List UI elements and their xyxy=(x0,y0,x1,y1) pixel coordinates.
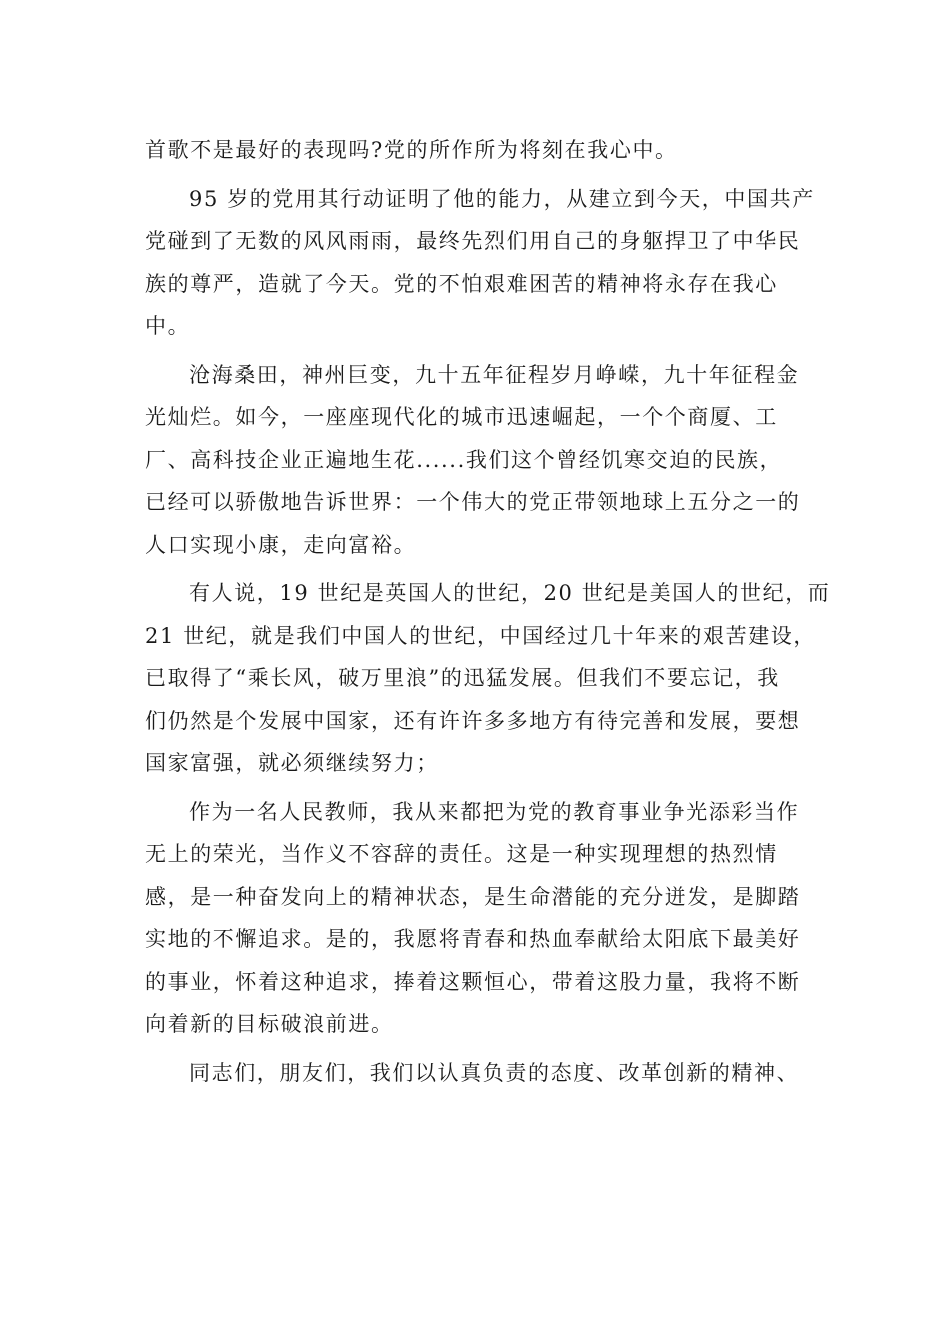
text-line: 光灿烂。如今，一座座现代化的城市迅速崛起，一个个商厦、工 xyxy=(145,405,778,429)
text-line: 厂、高科技企业正遍地生花......我们这个曾经饥寒交迫的民族， xyxy=(145,447,783,472)
document-body xyxy=(145,129,831,1094)
text-line: 的事业，怀着这种追求，捧着这颗恒心，带着这股力量，我将不断 xyxy=(145,969,801,994)
paragraph xyxy=(145,572,831,785)
paragraph xyxy=(145,354,810,567)
text-line: 21 世纪，就是我们中国人的世纪，中国经过几十年来的艰苦建设， xyxy=(145,623,816,648)
text-line: 无上的荣光，当作义不容辞的责任。这是一种实现理想的热烈情 xyxy=(145,842,778,866)
text-line: 作为一名人民教师，我从来都把为党的教育事业争光添彩当作 xyxy=(189,799,800,824)
text-line: 中。 xyxy=(145,314,191,338)
text-line: 首歌不是最好的表现吗?党的所作所为将刻在我心中。 xyxy=(145,138,678,162)
text-line: 同志们，朋友们，我们以认真负责的态度、改革创新的精神、 xyxy=(189,1060,800,1085)
text-line: 们仍然是个发展中国家，还有许许多多地方有待完善和发展，要想 xyxy=(145,708,801,733)
text-line: 向着新的目标破浪前进。 xyxy=(145,1012,394,1036)
text-line: 95 岁的党用其行动证明了他的能力，从建立到今天，中国共产 xyxy=(189,186,815,211)
paragraph xyxy=(145,791,810,1046)
text-line: 人口实现小康，走向富裕。 xyxy=(145,532,417,557)
paragraph xyxy=(145,129,810,172)
text-line: 感，是一种奋发向上的精神状态，是生命潜能的充分迸发，是脚踏 xyxy=(145,884,801,909)
text-line: 实地的不懈追求。是的，我愿将青春和热血奉献给太阳底下最美好 xyxy=(145,927,801,951)
text-line: 党碰到了无数的风风雨雨，最终先烈们用自己的身躯捍卫了中华民 xyxy=(145,229,801,253)
text-line: 沧海桑田，神州巨变，九十五年征程岁月峥嵘，九十年征程金 xyxy=(189,362,800,387)
text-line: 已取得了“乘长风，破万里浪”的迅猛发展。但我们不要忘记，我 xyxy=(145,666,780,690)
text-line: 族的尊严，造就了今天。党的不怕艰难困苦的精神将永存在我心 xyxy=(145,271,778,296)
text-line: 国家富强，就必须继续努力； xyxy=(145,751,439,775)
paragraph xyxy=(145,178,815,348)
paragraph xyxy=(145,1052,810,1095)
text-line: 已经可以骄傲地告诉世界：一个伟大的党正带领地球上五分之一的 xyxy=(145,490,801,514)
text-line: 有人说，19 世纪是英国人的世纪，20 世纪是美国人的世纪，而 xyxy=(189,581,831,605)
